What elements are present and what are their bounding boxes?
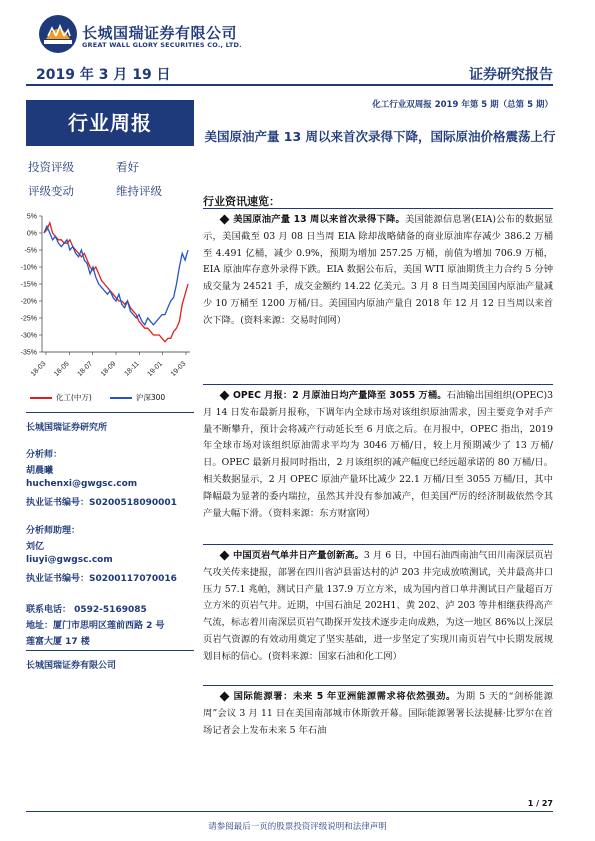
y-tick-label: 0% (26, 230, 37, 238)
rating-row (26, 179, 194, 203)
news-headline: 中国页岩气单井日产量创新高。 (233, 550, 364, 561)
x-tick-label: 18-07 (76, 360, 95, 379)
news-body: 石油输出国组织(OPEC)3 月 14 日发布最新月报称，下调年内全球市场对该组织原油需求，因主要竞争对手产量不断攀升，预计会将减产行动延长至 6 月底之后。在月报中，OPEC 指出，2019 年全球市场对该组织原油需求平均为 3046 万桶/日，较上月预期减少了 13 万桶/日。OPEC 最新月报同时指出，2 月该组织的减产幅度已经远超承诺的 80 万桶/日。相关数据显示，2 月 OPEC 原油产量环比减少 22.1 万桶/日至 3055 万桶/日，其中降幅最为显著的委内瑞拉，虽然其并没有参加减产，但美国严厉的经济制裁依然令其产量大幅下滑。（资料来源：东方财富网） (203, 390, 553, 519)
paragraph-divider (203, 685, 553, 686)
footer-divider (26, 811, 553, 812)
news-body: 美国能源信息署(EIA)公布的数据显示，美国截至 03 月 08 日当周 EIA 除却战略储备的商业原油库存减少 386.2 万桶至 4.491 亿桶，减少 0.9%，预期为增加 257.25 万桶，前值为增加 706.9 万桶，EIA 原油库存意外录得下跌。EIA 数据公布后，美国 WTI 原油期货主力合约 5 分钟成交量为 24521 手，成交金额约 14.22 亿美元。3 月 8 日当周美国国内原油产量减少 10 万桶至 1200 万桶/日。美国国内原油产量自 2018 年 12 月 12 日当周以来首次下降。(资料来源：交易时间网） (203, 214, 553, 326)
header-divider (26, 84, 553, 86)
news-paragraph (203, 388, 553, 522)
analyst-cert: 执业证书编号：S0200518090001 (26, 498, 177, 508)
company-name-en: GREAT WALL GLORY SECURITIES CO., LTD. (82, 41, 242, 49)
news-body: 为期 5 天的“剑桥能源周”会议 3 月 11 日在美国南部城市休斯敦开幕。国际能源署署长法提赫·比罗尔在首场记者会上发布未来 5 年石油 (203, 691, 553, 736)
rating-row (26, 155, 194, 179)
y-tick-label: -10% (20, 264, 37, 272)
x-tick-label: 18-11 (123, 360, 141, 378)
legend-swatch-hs300 (110, 397, 132, 399)
y-tick-label: 5% (26, 213, 37, 221)
news-headline: OPEC 月报：2 月原油日均产量降至 3055 万桶。 (233, 390, 447, 401)
diamond-bullet-icon (220, 214, 230, 224)
company-name-bottom: 长城国瑞证券有限公司 (26, 661, 117, 671)
report-title: 行业周报 (26, 100, 194, 146)
news-body: 3 月 6 日，中国石油西南油气田川南深层页岩气攻关传来捷报，部署在四川省泸县雷达村的泸 203 井完成放喷测试，关井最高井口压力 57.1 兆帕，测试日产量 137.9 万立方米，成为国内首口单井测试日产量超百万立方米的页岩气井。近期，中国石油足 202H1、黄 202、泸 203 等井相继获得高产气流，标志着川南深层页岩气勘探开发技术逐步走向成熟，为这一地区 86%以上深层页岩气资源的有效动用奠定了坚实基础，进一步坚定了实现川南页岩气中长期发展规划目标的信心。(资料来源：国家石油和化工网） (203, 550, 553, 662)
research-institute: 长城国瑞证券研究所 (26, 423, 108, 433)
performance-chart (14, 208, 196, 383)
rating-value: 看好 (116, 160, 139, 174)
x-tick-label: 18-09 (99, 360, 118, 379)
report-date: 2019 年 3 月 19 日 (36, 67, 171, 83)
assistant-cert: 执业证书编号：S0200117070016 (26, 574, 177, 584)
section-title: 行业资讯速览： (203, 195, 280, 208)
section-divider (203, 208, 553, 209)
news-headline: 国际能源署：未来 5 年亚洲能源需求将依然强劲。 (233, 691, 456, 702)
news-paragraph (203, 548, 553, 666)
y-tick-label: -20% (20, 298, 37, 306)
diamond-bullet-icon (220, 691, 230, 701)
diamond-bullet-icon (220, 550, 230, 560)
contact-address: 地址：厦门市思明区莲前西路 2 号 (26, 621, 165, 631)
assistant-email[interactable]: liuyi@gwgsc.com (26, 555, 113, 565)
x-tick-label: 18-05 (53, 360, 71, 379)
company-name-cn: 长城国瑞证券有限公司 (82, 24, 238, 42)
y-tick-label: -25% (20, 315, 37, 323)
report-subline: 化工行业双周报 2019 年第 5 期（总第 5 期） (372, 100, 553, 110)
analyst-label: 分析师： (26, 450, 63, 460)
assistant-label: 分析师助理： (26, 526, 81, 536)
news-paragraph (203, 212, 553, 330)
page-number: 1 / 27 (527, 799, 553, 808)
left-divider (26, 650, 194, 651)
x-tick-label: 18-03 (29, 360, 48, 379)
y-tick-label: -5% (24, 247, 37, 255)
legend-label-hs300: 沪深300 (135, 393, 166, 402)
paragraph-divider (203, 544, 553, 545)
footer-disclaimer: 请参阅最后一页的股票投资评级说明和法律声明 (208, 822, 387, 832)
series-line-1 (44, 226, 188, 325)
x-tick-label: 19-03 (169, 360, 188, 379)
rating-table (26, 155, 194, 203)
contact-phone: 联系电话： 0592-5169085 (26, 605, 147, 615)
x-tick-label: 19-01 (146, 360, 165, 379)
news-paragraph (203, 689, 553, 793)
y-tick-label: -15% (20, 281, 37, 289)
contact-address-2: 莲富大厦 17 楼 (26, 637, 90, 647)
assistant-name: 刘亿 (26, 542, 45, 552)
diamond-bullet-icon (220, 390, 230, 400)
news-headline: 美国原油产量 13 周以来首次录得下降。 (233, 214, 406, 225)
analyst-email[interactable]: huchenxi@gwgsc.com (26, 479, 138, 489)
report-headline: 美国原油产量 13 周以来首次录得下降，国际原油价格震荡上行 (204, 129, 556, 144)
legend-swatch-chem (30, 397, 52, 399)
paragraph-divider (203, 384, 553, 385)
company-logo-icon (38, 14, 78, 54)
report-type: 证券研究报告 (469, 67, 553, 83)
y-tick-label: -30% (20, 332, 37, 340)
rating-value: 维持评级 (116, 184, 162, 198)
y-tick-label: -35% (20, 349, 37, 357)
left-divider (26, 412, 194, 413)
rating-key: 评级变动 (28, 184, 74, 198)
chart-legend (30, 392, 165, 403)
analyst-name: 胡晨曦 (26, 466, 54, 476)
rating-key: 投资评级 (28, 160, 74, 174)
legend-label-chem: 化工(中万) (56, 393, 92, 402)
